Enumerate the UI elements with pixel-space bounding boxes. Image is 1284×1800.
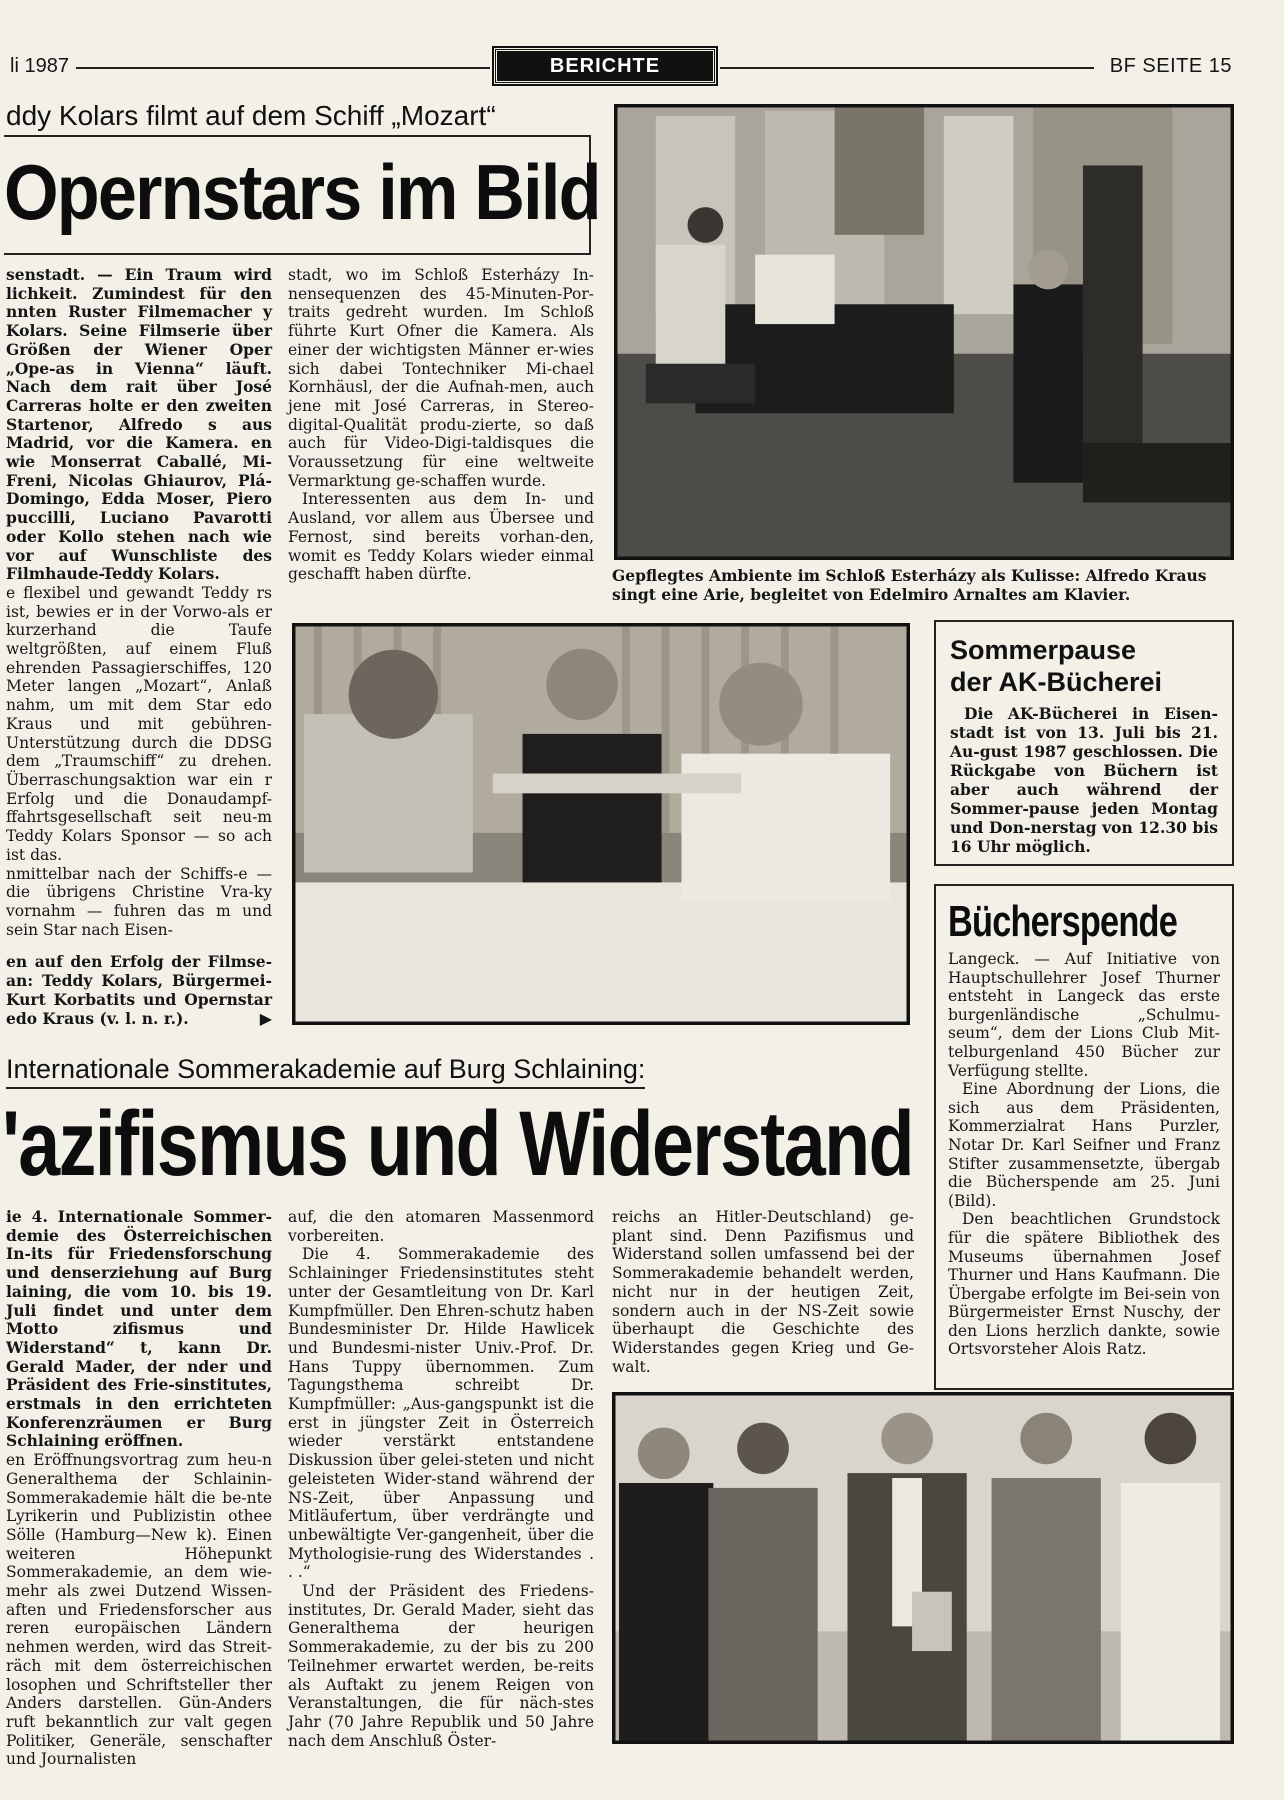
buecherspende-title: Bücherspende [948, 897, 1178, 946]
article2-headline-wrap [2, 1092, 914, 1198]
box-sommerpause [934, 620, 1234, 866]
article2-lead: ie 4. Internationale Sommer-demie des Österreichischen In-its für Friedensforschung und denserziehung auf Burg laining, die vom 10. bis 19. Juli findet und unter dem Motto zifismus und Widerstand“ t, kann Dr. Gerald Mader, der nder und Präsident des Frie-sinstitutes, erstmals in den errichteten Konferenzräumen er Burg Schlaining eröffnen. [6, 1207, 272, 1451]
sommerpause-title-1: Sommerpause [950, 635, 1137, 665]
section-badge: BERICHTE [494, 48, 716, 84]
photo-lions-group-image [614, 1394, 1232, 1742]
header-rule-left [76, 67, 490, 69]
buecherspende-body [948, 950, 1220, 1359]
article2-col3 [612, 1208, 914, 1378]
article2-col2-p3: Und der Präsident des Friedens-institutes, Dr. Gerald Mader, sieht das Generalthema der heurigen Sommerakademie, zu der bis zu 200 Teilnehmer erwartet werden, be-reits als Auftakt zu jenem Reigen von Veranstaltungen, die für näch-stes Jahr (70 Jahre Republik und 50 Jahre nach dem Anschluß Öster- [288, 1582, 594, 1750]
article1-col1 [6, 265, 272, 939]
article1-col1-body: e flexibel und gewandt Teddy rs ist, bewies er in der Vorwo-als er kurzerhand die Taufe weltgrößten, auf einem Fluß ehrenden Passagierschiffes, 120 Meter langen „Mozart“, Anlaß nahm, um mit dem Star edo Kraus und mit gebühren-Unterstützung durch die DDSG dem „Traumschiff“ zu drehen. Überraschungsaktion war ein r Erfolg und die Donaudampf-ffahrtsgesellschaft seit neu-m Teddy Kolars Sponsor — so ach ist das. [6, 583, 272, 864]
buecherspende-p1: Langeck. — Auf Initiative von Hauptschullehrer Josef Thurner entsteht in Langeck das erste burgenländische „Schulmu-seum“, dem der Lions Club Mit-telburgenland 450 Bücher zur Verfügung stellte. [948, 950, 1220, 1080]
article1-kicker: ddy Kolars filmt auf dem Schiff „Mozart“ [6, 100, 496, 131]
photo2-caption-text: en auf den Erfolg der Filmse-an: Teddy Kolars, Bürgermei-Kurt Korbatits und Opernstar edo Kraus (v. l. n. r.). [6, 952, 272, 1028]
article1-col1-end: nmittelbar nach der Schiffs-e — die übrigens Christine Vra-ky vornahm — fuhren das m und sein Star nach Eisen- [6, 864, 272, 939]
article1-headline-box [4, 135, 600, 255]
photo-toast [292, 623, 910, 1025]
article2-kicker: Internationale Sommerakademie auf Burg Schlaining: [6, 1054, 645, 1089]
photo-schloss-esterhazy [614, 104, 1234, 560]
article1-headline: Opernstars im Bild [4, 148, 600, 236]
photo-lions-group [612, 1392, 1234, 1744]
article2-col2-p1: auf, die den atomaren Massenmord vorbereiten. [288, 1208, 594, 1245]
article2-col3-text: reichs an Hitler-Deutschland) ge-plant sind. Denn Pazifismus und Widerstand sollen umfassend bei der Sommerakademie behandelt werden, nicht nur in der heutigen Zeit, sondern auch in der NS-Zeit sowie überhaupt die Geschichte des Widerstandes gegen Krieg und Ge-walt. [612, 1208, 914, 1376]
article1-col2-p1: stadt, wo im Schloß Esterházy In-nensequenzen des 45-Minuten-Por-traits gedreht wurden. Im Schloß führte Kurt Ofner die Kamera. Als einer der wichtigsten Männer er-wies sich dabei Tontechniker Mi-chael Kornhäusl, der die Aufnah-men, auch jene mit José Carreras, in Stereo-digital-Qualität produ-zierte, so daß auch für Video-Digi-taldisques die Voraussetzung für eine weltweite Vermarktung ge-schaffen wurde. [288, 266, 594, 490]
photo1-caption: Gepflegtes Ambiente im Schloß Esterházy als Kulisse: Alfredo Kraus singt eine Arie, begleitet von Edelmiro Arnaltes am Klavier. [612, 566, 1207, 604]
article2-col2 [288, 1208, 594, 1756]
sommerpause-text: Die AK-Bücherei in Eisen-stadt ist von 13. Juli bis 21. Au-gust 1987 geschlossen. Die Rückgabe von Büchern ist aber auch während der Sommer-pause jeden Montag und Don-nerstag von 12.30 bis 16 Uhr möglich. [950, 704, 1218, 856]
article2-col2-p2: Die 4. Sommerakademie des Schlaininger Friedensinstitutes steht unter der Gesamtleitung von Dr. Karl Kumpfmüller. Den Ehren-schutz haben Bundesminister Dr. Hilde Hawlicek und Bundesmi-nister Univ.-Prof. Dr. Hans Tuppy übernommen. Zum Tagungsthema schreibt Dr. Kumpfmüller: „Aus-gangspunkt ist die erst in jüngster Zeit in Österreich wieder verstärkt entstandene Diskussion über gelei-steten und nicht geleisteten Wider-stand während der NS-Zeit, über Anpassung und Mitläufertum, über verdrängte und unbewältigte Ver-gangenheit, über die Mythologisie-rung des Widerstandes . . .“ [288, 1245, 594, 1582]
photo-toast-image [294, 625, 908, 1023]
header-rule-right [720, 67, 1094, 69]
sommerpause-title-2: der AK-Bücherei [950, 667, 1163, 697]
article2-col1 [6, 1207, 272, 1769]
article1-lead: senstadt. — Ein Traum wird lichkeit. Zumindest für den nnten Ruster Filmemacher y Kolars. Seine Filmserie über Größen der Wiener Oper „Ope-as in Vienna“ läuft. Nach dem rait über José Carreras holte er den zweiten Startenor, Alfredo s aus Madrid, vor die Kamera. en wie Monserrat Caballé, Mi-Freni, Nicolas Ghiaurov, Plá-Domingo, Edda Moser, Piero puccilli, Luciano Pavarotti oder Kollo stehen nach wie vor auf Wunschliste des Filmhaude-Teddy Kolars. [6, 265, 272, 584]
issue-date: li 1987 [10, 55, 69, 77]
buecherspende-p3: Den beachtlichen Grundstock für die spätere Bibliothek des Museums übernahmen Josef Thurner und Hans Kaufmann. Die Übergabe erfolgte im Bei-sein von Bürgermeister Ernst Nuschy, der den Lions herzlich dankte, sowie Ortsvorsteher Alois Ratz. [948, 1210, 1220, 1359]
page-number: BF SEITE 15 [1109, 55, 1232, 77]
buecherspende-p2: Eine Abordnung der Lions, die sich aus dem Präsidenten, Kommerzialrat Hans Purzler, Notar Dr. Karl Seifner und Franz Stifter zusammensetzte, übergab die Bücherspende am 25. Juni (Bild). [948, 1080, 1220, 1210]
article1-col2 [288, 266, 594, 606]
photo-schloss-esterhazy-image [616, 106, 1232, 558]
article2-col1-body: en Eröffnungsvortrag zum heu-n Generalthema der Schlainin-Sommerakademie hält die be-nte Lyrikerin und Publizistin othee Sölle (Hamburg—New k). Einen weiteren Höhepunkt Sommerakademie, an dem wie-mehr als zwei Dutzend Wissen-aften und Friedensforscher aus reren europäischen Ländern nehmen werden, wird das Streit-räch mit dem österreichischen losophen und Schriftsteller ther Anders darstellen. Gün-Anders ruft bekanntlich zur valt gegen Politiker, Generäle, senschafter und Journalisten [6, 1451, 272, 1769]
caption-arrow-icon: ▶ [259, 1009, 272, 1028]
article2-headline: 'azifismus und Widerstand [2, 1093, 913, 1195]
box-buecherspende [934, 884, 1234, 1390]
article1-col2-p2: Interessenten aus dem In- und Ausland, vor allem aus Übersee und Fernost, sind bereits vorhan-den, womit es Teddy Kolars wieder einmal geschafft haben dürfte. [288, 490, 594, 584]
photo2-caption [6, 952, 272, 1028]
